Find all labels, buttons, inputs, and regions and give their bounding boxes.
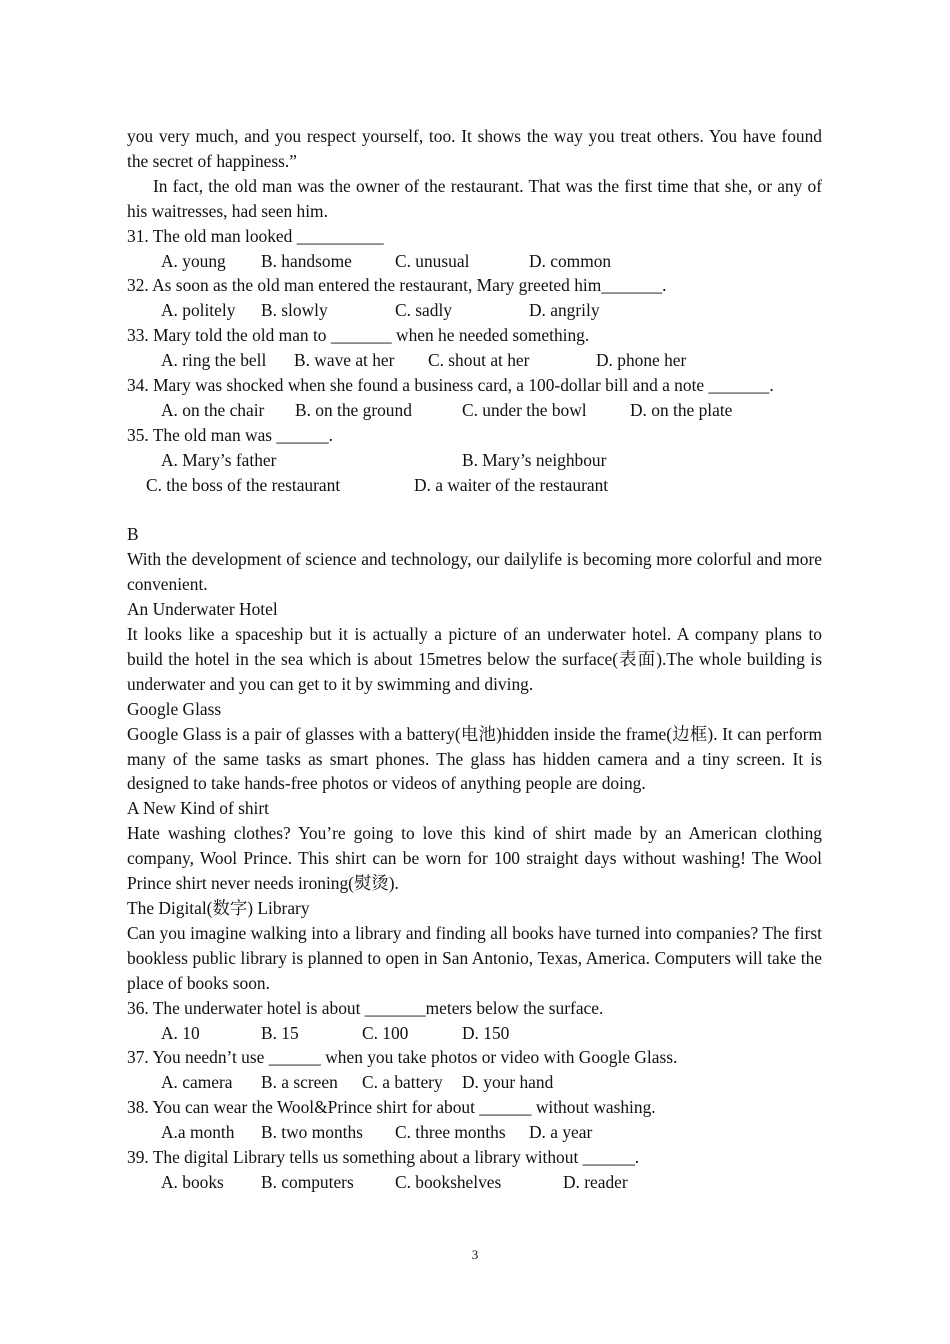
passage-paragraph: In fact, the old man was the owner of the restaurant. That was the first time that she, or any of his waitresses, had seen him. — [127, 175, 822, 221]
question-38 — [127, 1095, 822, 1145]
question-stem: 32. As soon as the old man entered the restaurant, Mary greeted him_______. — [127, 275, 667, 296]
question-37 — [127, 1045, 822, 1095]
question-stem: 38. You can wear the Wool&Prince shirt for about ______ without washing. — [127, 1097, 656, 1118]
question-31 — [127, 224, 822, 274]
option-a: A. young — [161, 250, 226, 271]
option-d: D. on the plate — [630, 399, 733, 420]
item-heading: An Underwater Hotel — [127, 599, 278, 620]
question-options — [127, 298, 822, 323]
option-a: A. 10 — [161, 1022, 200, 1043]
option-c: C. shout at her — [428, 350, 530, 371]
spacer — [127, 498, 822, 523]
question-options — [127, 473, 822, 498]
option-d: D. phone her — [596, 350, 687, 371]
option-b: B. 15 — [261, 1022, 299, 1043]
option-b: B. slowly — [261, 300, 328, 321]
option-c: C. unusual — [395, 250, 470, 271]
option-b: B. on the ground — [295, 399, 412, 420]
section-label: B — [127, 524, 139, 545]
question-options — [127, 1170, 822, 1195]
question-stem: 31. The old man looked __________ — [127, 225, 384, 246]
question-stem: 37. You needn’t use ______ when you take photos or video with Google Glass. — [127, 1047, 678, 1068]
passage-paragraph: you very much, and you respect yourself, too. It shows the way you treat others. You have found the secret of happiness.” — [127, 126, 822, 171]
option-d: D. a year — [529, 1122, 593, 1143]
option-a: A. ring the bell — [161, 350, 267, 371]
option-c: C. bookshelves — [395, 1171, 502, 1192]
item-heading: Google Glass — [127, 698, 222, 719]
option-d: D. reader — [563, 1171, 628, 1192]
option-b: B. handsome — [261, 250, 352, 271]
item-text: Google Glass is a pair of glasses with a battery(电池)hidden inside the frame(边框). It can perform many of the same tasks as smart phones. The glass has hidden camera and a tiny screen. It is designed to take hands-free photos or videos of anything people are doing. — [127, 723, 822, 794]
question-stem: 39. The digital Library tells us something about a library without ______. — [127, 1147, 640, 1167]
option-a: A. camera — [161, 1072, 233, 1093]
option-c: C. three months — [395, 1122, 506, 1143]
option-c: C. a battery — [362, 1072, 443, 1093]
option-c: C. 100 — [362, 1022, 409, 1043]
question-stem: 33. Mary told the old man to _______ when he needed something. — [127, 325, 590, 346]
option-a: A. on the chair — [161, 399, 265, 420]
option-b: B. Mary’s neighbour — [462, 449, 607, 470]
item-heading: A New Kind of shirt — [127, 798, 270, 819]
question-options — [127, 448, 822, 473]
question-stem: 36. The underwater hotel is about _______meters below the surface. — [127, 997, 604, 1018]
option-b: B. two months — [261, 1122, 363, 1143]
option-d: D. angrily — [529, 300, 600, 321]
page-number: 3 — [471, 1247, 479, 1262]
option-b: B. a screen — [261, 1072, 338, 1093]
question-35 — [127, 423, 822, 498]
question-options — [127, 1021, 822, 1046]
option-a: A. Mary’s father — [161, 449, 277, 470]
item-text: Hate washing clothes? You’re going to love this kind of shirt made by an American clothing company, Wool Prince. This shirt can be worn for 100 straight days without washing! The Wool Prince shirt never needs ironing(熨烫). — [127, 823, 822, 894]
option-b: B. computers — [261, 1171, 354, 1192]
question-33 — [127, 323, 822, 373]
section-intro: With the development of science and technology, our dailylife is becoming more colorful and more convenient. — [127, 549, 822, 595]
option-d: D. common — [529, 250, 612, 271]
question-39 — [127, 1145, 822, 1195]
question-options — [127, 398, 822, 423]
question-32 — [127, 273, 822, 323]
question-options — [127, 348, 822, 373]
question-options — [127, 1070, 822, 1095]
item-heading: The Digital(数字) Library — [127, 897, 310, 918]
option-c: C. sadly — [395, 300, 453, 321]
question-stem: 35. The old man was ______. — [127, 424, 333, 445]
option-a: A. books — [161, 1171, 224, 1192]
item-text: It looks like a spaceship but it is actually a picture of an underwater hotel. A company plans to build the hotel in the sea which is about 15metres below the surface(表面).The whole building is underwater and you can get to it by swimming and diving. — [127, 624, 822, 694]
question-stem: 34. Mary was shocked when she found a business card, a 100-dollar bill and a note _______. — [127, 375, 774, 396]
item-text: Can you imagine walking into a library and finding all books have turned into companies? The first bookless public library is planned to open in San Antonio, Texas, America. Computers will take the place of books soon. — [127, 922, 822, 993]
option-d: D. 150 — [462, 1022, 510, 1043]
question-options — [127, 249, 822, 274]
option-c: C. the boss of the restaurant — [146, 474, 341, 495]
option-d: D. your hand — [462, 1072, 554, 1093]
document-page — [127, 124, 822, 1195]
question-34 — [127, 373, 822, 423]
option-d: D. a waiter of the restaurant — [414, 474, 609, 495]
option-a: A. politely — [161, 300, 236, 321]
option-b: B. wave at her — [294, 350, 395, 371]
option-a: A.a month — [161, 1122, 235, 1143]
option-c: C. under the bowl — [462, 399, 587, 420]
question-36 — [127, 996, 822, 1046]
question-options — [127, 1120, 822, 1145]
